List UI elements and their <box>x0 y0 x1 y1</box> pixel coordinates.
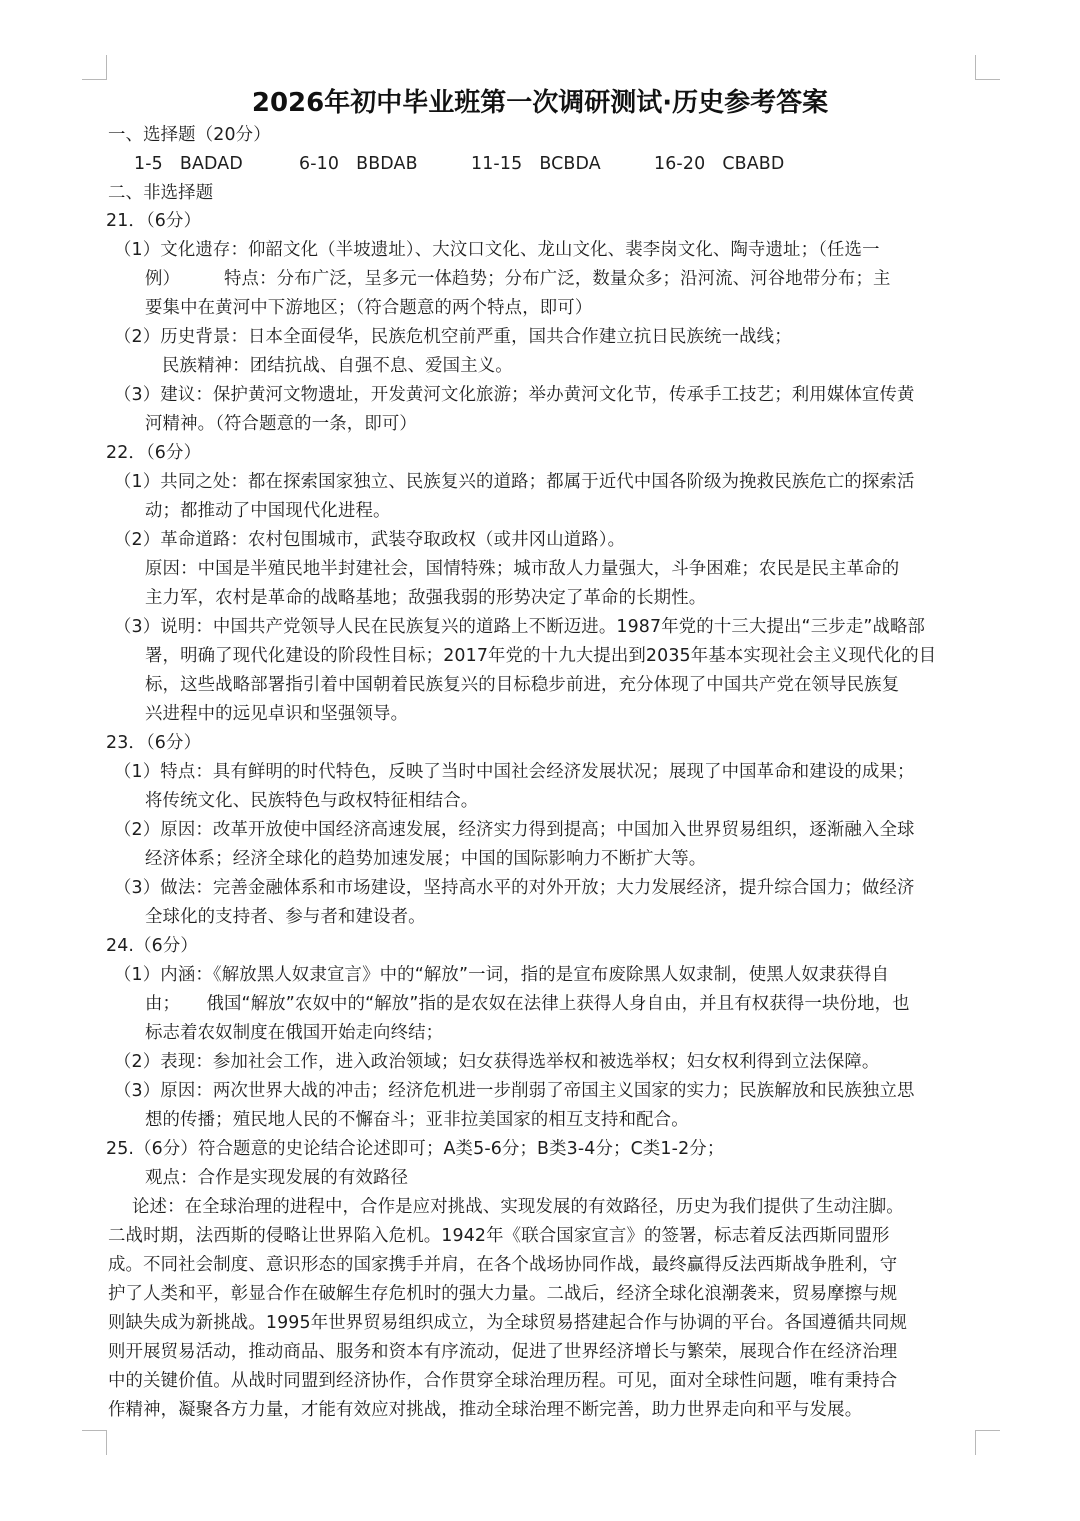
answer-range: 16-20 <box>654 154 706 174</box>
essay-line: 成。不同社会制度、意识形态的国家携手并肩，在各个战场协同作战，最终赢得反法西斯战争胜利，守 <box>108 1255 898 1275</box>
answer-group <box>471 152 654 176</box>
answer-line: 经济体系；经济全球化的趋势加速发展；中国的国际影响力不断扩大等。 <box>145 849 707 869</box>
essay-line: 则开展贸易活动，推动商品、服务和资本有序流动，促进了世界经济增长与繁荣，展现合作在经济治理 <box>108 1342 898 1362</box>
answer-line: （1）内涵：《解放黑人奴隶宣言》中的“解放”一词，指的是宣布废除黑人奴隶制，使黑人奴隶获得自 <box>114 965 890 985</box>
question-heading: 25.（6分）符合题意的史论结合论述即可；A类5-6分；B类3-4分；C类1-2分； <box>106 1139 725 1159</box>
question-heading: 22．（6分） <box>106 443 202 463</box>
answer-line: 标，这些战略部署指引着中国朝着民族复兴的目标稳步前进，充分体现了中国共产党在领导民族复 <box>145 675 900 695</box>
answer-line: 将传统文化、民族特色与政权特征相结合。 <box>145 791 479 811</box>
essay-line: 二战时期，法西斯的侵略让世界陷入危机。1942年《联合国家宣言》的签署，标志着反法西斯同盟形 <box>108 1226 890 1246</box>
answer-group <box>654 152 784 176</box>
answer-line: 署，明确了现代化建设的阶段性目标；2017年党的十九大提出到2035年基本实现社会主义现代化的目 <box>145 646 937 666</box>
answer-line: 观点：合作是实现发展的有效路径 <box>145 1168 409 1188</box>
essay-line: 论述：在全球治理的进程中，合作是应对挑战、实现发展的有效路径，历史为我们提供了生动注脚。 <box>132 1197 904 1217</box>
answer-line: （3）建议：保护黄河文物遗址，开发黄河文化旅游；举办黄河文化节，传承手工技艺；利用媒体宣传黄 <box>114 385 915 405</box>
answer-keys: BCBDA <box>539 154 601 174</box>
answer-line: （2）原因：改革开放使中国经济高速发展，经济实力得到提高；中国加入世界贸易组织，逐渐融入全球 <box>114 820 915 840</box>
section-heading: 二、非选择题 <box>108 183 214 203</box>
answer-range: 1-5 <box>134 154 163 174</box>
essay-line: 作精神，凝聚各方力量，才能有效应对挑战，推动全球治理不断完善，助力世界走向和平与发展。 <box>108 1400 863 1420</box>
question-heading: 21．（6分） <box>106 211 202 231</box>
answer-line: 由； 俄国“解放”农奴中的“解放”指的是农奴在法律上获得人身自由，并且有权获得一块份地，也 <box>145 994 910 1014</box>
answer-line: （1）文化遗存：仰韶文化（半坡遗址）、大汶口文化、龙山文化、裴李岗文化、陶寺遗址；（任选一 <box>114 240 880 260</box>
answer-line: 原因：中国是半殖民地半封建社会，国情特殊；城市敌人力量强大，斗争困难；农民是民主革命的 <box>145 559 900 579</box>
section-heading: 一、选择题（20分） <box>108 125 271 145</box>
question-heading: 24.（6分） <box>106 936 198 956</box>
answer-line: （1）特点：具有鲜明的时代特色，反映了当时中国社会经济发展状况；展现了中国革命和建设的成果； <box>114 762 915 782</box>
answer-line: 民族精神：团结抗战、自强不息、爱国主义。 <box>162 356 513 376</box>
answer-line: 兴进程中的远见卓识和坚强领导。 <box>145 704 409 724</box>
answer-line: 主力军，农村是革命的战略基地；敌强我弱的形势决定了革命的长期性。 <box>145 588 707 608</box>
answer-line: （2）表现：参加社会工作，进入政治领域；妇女获得选举权和被选举权；妇女权利得到立法保障。 <box>114 1052 880 1072</box>
choice-answers <box>134 152 784 176</box>
answer-group <box>299 152 471 176</box>
essay-line: 护了人类和平，彰显合作在破解生存危机时的强大力量。二战后，经济全球化浪潮袭来，贸易摩擦与规 <box>108 1284 898 1304</box>
answer-group <box>134 152 299 176</box>
answer-range: 11-15 <box>471 154 523 174</box>
question-heading: 23．（6分） <box>106 733 202 753</box>
answer-line: 要集中在黄河中下游地区；（符合题意的两个特点，即可） <box>145 298 593 318</box>
essay-line: 中的关键价值。从战时同盟到经济协作，合作贯穿全球治理历程。可见，面对全球性问题，唯有秉持合 <box>108 1371 898 1391</box>
answer-line: 河精神。（符合题意的一条，即可） <box>145 414 417 434</box>
answer-line: （2）历史背景：日本全面侵华，民族危机空前严重，国共合作建立抗日民族统一战线； <box>114 327 792 347</box>
answer-line: （3）说明：中国共产党领导人民在民族复兴的道路上不断迈进。1987年党的十三大提出“三步走”战略部 <box>114 617 926 637</box>
answer-line: （2）革命道路：农村包围城市，武装夺取政权（或井冈山道路）。 <box>114 530 626 550</box>
answer-line: 想的传播；殖民地人民的不懈奋斗；亚非拉美国家的相互支持和配合。 <box>145 1110 689 1130</box>
essay-line: 则缺失成为新挑战。1995年世界贸易组织成立，为全球贸易搭建起合作与协调的平台。各国遵循共同规 <box>108 1313 908 1333</box>
answer-line: 标志着农奴制度在俄国开始走向终结； <box>145 1023 444 1043</box>
page-title: 2026年初中毕业班第一次调研测试·历史参考答案 <box>251 88 829 118</box>
answer-line: （1）共同之处：都在探索国家独立、民族复兴的道路；都属于近代中国各阶级为挽救民族危亡的探索活 <box>114 472 915 492</box>
answer-line: 动；都推动了中国现代化进程。 <box>145 501 391 521</box>
answer-line: 全球化的支持者、参与者和建设者。 <box>145 907 426 927</box>
answer-line: （3）做法：完善金融体系和市场建设，坚持高水平的对外开放；大力发展经济，提升综合国力；做经济 <box>114 878 915 898</box>
answer-keys: BADAD <box>179 154 243 174</box>
answer-keys: CBABD <box>722 154 785 174</box>
answer-line: （3）原因：两次世界大战的冲击；经济危机进一步削弱了帝国主义国家的实力；民族解放和民族独立思 <box>114 1081 915 1101</box>
answer-range: 6-10 <box>299 154 340 174</box>
answer-keys: BBDAB <box>356 154 418 174</box>
answer-line: 例） 特点：分布广泛，呈多元一体趋势；分布广泛，数量众多；沿河流、河谷地带分布；主 <box>145 269 891 289</box>
